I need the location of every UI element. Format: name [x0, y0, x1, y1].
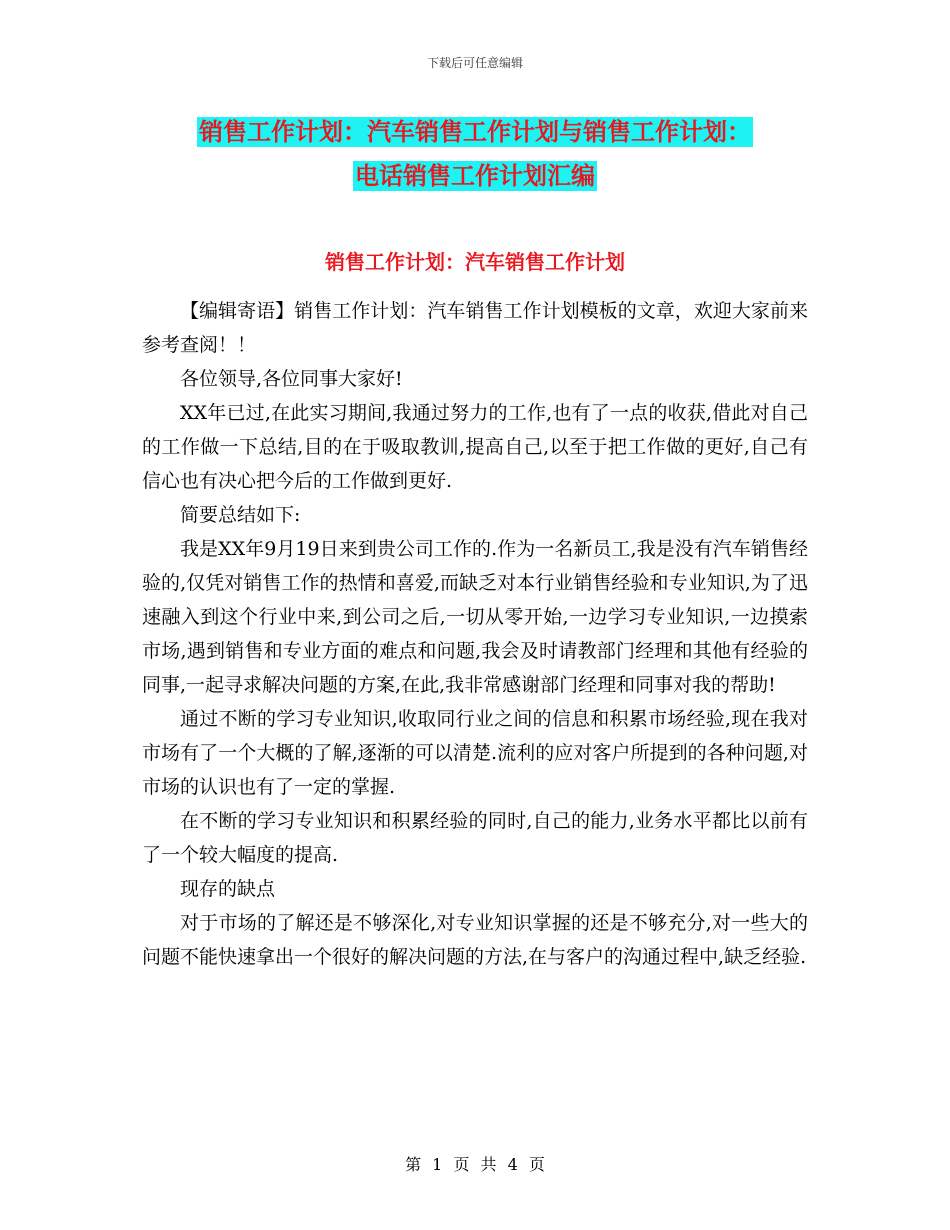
paragraph-improvement: 在不断的学习专业知识和积累经验的同时,自己的能力,业务水平都比以前有了一个较大幅度的提高. — [142, 810, 808, 866]
paragraph-editor-note: 【编辑寄语】销售工作计划：汽车销售工作计划模板的文章，欢迎大家前来参考查阅！！ — [142, 300, 808, 356]
document-body — [142, 294, 808, 974]
section-title: 销售工作计划：汽车销售工作计划 — [325, 250, 625, 274]
paragraph-greeting: 各位领导,各位同事大家好! — [180, 368, 403, 390]
paragraph-shortcomings-heading: 现存的缺点 — [180, 878, 276, 900]
paragraph-experience: 我是XX年9月19日来到贵公司工作的.作为一名新员工,我是没有汽车销售经验的,仅凭对销售工作的热情和喜爱,而缺乏对本行业销售经验和专业知识,为了迅速融入到这个行业中来,到公司之后,一切从零开始,一边学习专业知识,一边摸索市场,遇到销售和专业方面的难点和问题,我会及时请教部门经理和其他有经验的同事,一起寻求解决问题的方案,在此,我非常感谢部门经理和同事对我的帮助! — [142, 538, 808, 696]
document-title-line-2: 电话销售工作计划汇编 — [355, 162, 595, 190]
paragraph-shortcomings: 对于市场的了解还是不够深化,对专业知识掌握的还是不够充分,对一些大的问题不能快速拿出一个很好的解决问题的方法,在与客户的沟通过程中,缺乏经验. — [142, 912, 808, 968]
paragraph-summary-heading: 简要总结如下: — [180, 504, 301, 526]
page-number: 第 1 页 共 4 页 — [405, 1155, 545, 1174]
document-title-line-1: 销售工作计划：汽车销售工作计划与销售工作计划： — [199, 118, 751, 146]
document-title — [140, 110, 810, 198]
paragraph-learning: 通过不断的学习专业知识,收取同行业之间的信息和积累市场经验,现在我对市场有了一个大概的了解,逐渐的可以清楚.流利的应对客户所提到的各种问题,对市场的认识也有了一定的掌握. — [142, 708, 808, 798]
paragraph-intro: XX年已过,在此实习期间,我通过努力的工作,也有了一点的收获,借此对自己的工作做一下总结,目的在于吸取教训,提高自己,以至于把工作做的更好,自己有信心也有决心把今后的工作做到更好. — [142, 402, 808, 492]
header-note: 下载后可任意编辑 — [426, 56, 523, 70]
